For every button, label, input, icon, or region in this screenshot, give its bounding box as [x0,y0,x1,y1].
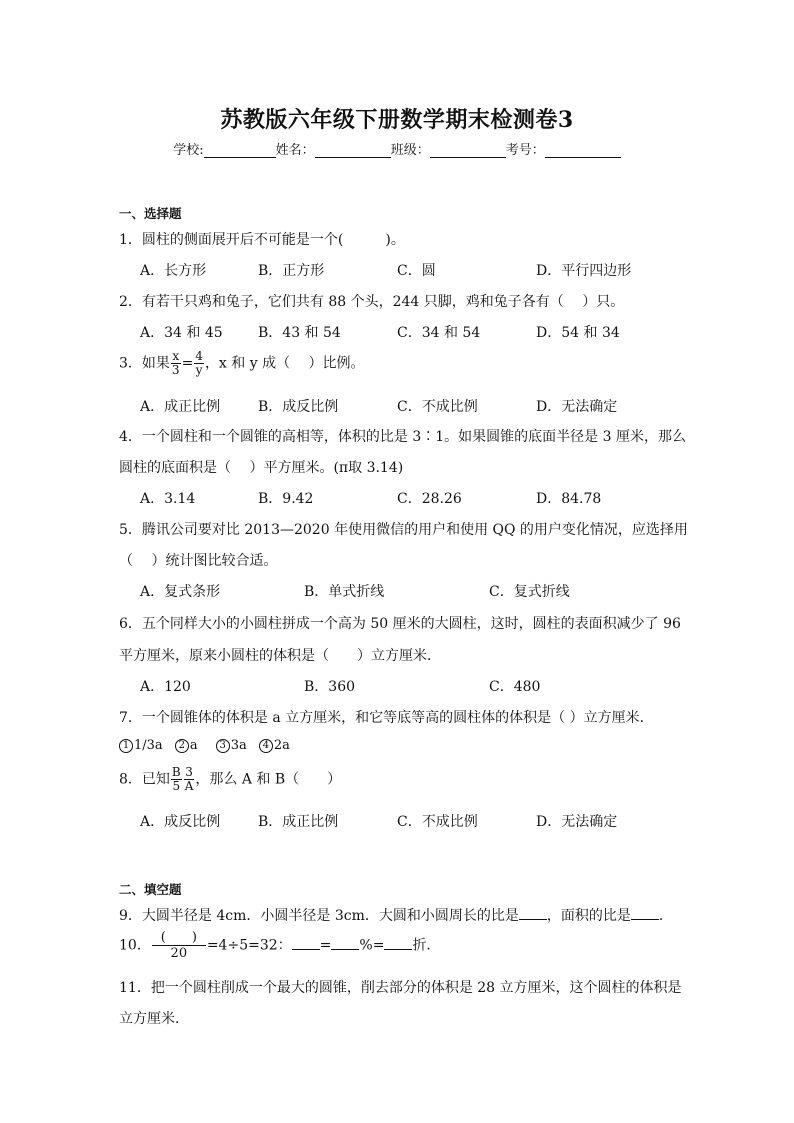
q8-f2-denominator: A [184,779,194,793]
q7-option-1-value: 1/3a [134,738,163,753]
circled-number-icon: 4 [259,739,273,753]
name-blank[interactable] [315,143,391,158]
q3-suffix: ，x 和 y 成（ ）比例。 [204,355,365,372]
question-3 [119,350,365,377]
q10-denominator: 20 [170,946,188,961]
q6-option-c[interactable]: C．480 [489,679,541,695]
school-label: 学校: [173,143,204,158]
q10-mid: =4÷5=32： [206,937,292,954]
q6-option-b[interactable]: B．360 [304,679,356,695]
question-7: 7．一个圆锥体的体积是 a 立方厘米，和它等底等高的圆柱体的体积是（ ）立方厘米． [119,710,654,726]
page-title: 苏教版六年级下册数学期末检测卷3 [220,107,574,133]
circled-number-icon: 3 [216,739,230,753]
q8-option-c[interactable]: C．不成比例 [397,814,478,830]
question-6-line-2: 平方厘米，原来小圆柱的体积是（ ）立方厘米． [119,648,441,664]
q10-discount-blank[interactable] [384,937,412,950]
q9-end: ． [658,908,673,924]
question-1: 1．圆柱的侧面展开后不可能是一个( )。 [119,232,405,248]
q3-option-d[interactable]: D．无法确定 [536,399,618,415]
q10-ratio-blank[interactable] [292,937,320,950]
question-2: 2．有若干只鸡和兔子，它们共有 88 个头，244 只脚，鸡和兔子各有（ ）只。 [119,294,625,310]
q8-prefix: 8．已知 [119,771,170,788]
q4-option-a[interactable]: A．3.14 [140,491,196,507]
question-10 [119,930,440,961]
name-label: 姓名： [275,143,315,158]
question-4-line-1: 4．一个圆柱和一个圆锥的高相等，体积的比是 3∶1。如果圆锥的底面半径是 3 厘米，那么 [119,429,686,445]
q3-f2-numerator: 4 [195,349,203,363]
circled-number-icon: 1 [119,739,133,753]
q2-option-d[interactable]: D．54 和 34 [536,325,620,341]
q10-percent-blank[interactable] [331,937,359,950]
question-11-line-2: 立方厘米． [119,1011,189,1027]
class-label: 班级： [390,143,430,158]
q6-option-a[interactable]: A．120 [140,679,191,695]
q7-option-3-value: 3a [230,738,247,753]
q8-fraction-3-over-a [184,766,195,793]
exam-number-label: 考号： [505,143,545,158]
exam-number-blank[interactable] [545,143,621,158]
q7-option-2-value: a [189,738,198,753]
q1-option-a[interactable]: A．长方形 [140,263,207,279]
q3-f1-denominator: 3 [171,363,180,377]
q8-f2-numerator: 3 [185,765,193,779]
q8-option-d[interactable]: D．无法确定 [536,814,618,830]
student-info-line [0,139,794,158]
question-7-options [119,738,290,753]
q8-option-b[interactable]: B．成正比例 [258,814,339,830]
section-heading-fill-in: 二、填空题 [119,882,182,897]
question-11-line-1: 11．把一个圆柱削成一个最大的圆锥，削去部分的体积是 28 立方厘米，这个圆柱的体积是 [119,980,682,996]
q3-fraction-x-over-3 [171,350,181,377]
q10-percent-sign: %= [359,937,385,954]
q3-option-c[interactable]: C．不成比例 [397,399,478,415]
q3-fraction-4-over-y [194,350,204,377]
q2-option-b[interactable]: B．43 和 54 [258,325,341,341]
q4-option-b[interactable]: B．9.42 [258,491,314,507]
q3-option-a[interactable]: A．成正比例 [140,399,221,415]
q7-option-1[interactable] [119,738,163,753]
q9-text: 9．大圆半径是 4cm．小圆半径是 3cm．大圆和小圆周长的比是 [119,908,519,924]
class-blank[interactable] [430,143,506,158]
q9-mid: ，面积的比是 [546,908,631,924]
question-9 [119,905,673,925]
q4-option-d[interactable]: D．84.78 [536,491,602,507]
q7-option-2[interactable] [175,738,198,753]
section-heading-choice: 一、选择题 [119,206,182,221]
question-4-line-2: 圆柱的底面积是（ ）平方厘米。(π取 3.14) [119,460,404,476]
q1-option-d[interactable]: D．平行四边形 [536,263,632,279]
q8-f1-denominator: 5 [172,779,181,793]
q2-option-a[interactable]: A．34 和 45 [140,325,223,341]
q5-option-b[interactable]: B．单式折线 [304,584,385,600]
q3-f2-denominator: y [195,363,203,377]
q2-option-c[interactable]: C．34 和 54 [397,325,481,341]
question-6-line-1: 6．五个同样大小的小圆柱拼成一个高为 50 厘米的大圆柱，这时，圆柱的表面积减少了 96 [119,616,681,632]
q8-option-a[interactable]: A．成反比例 [140,814,221,830]
q9-area-ratio-blank[interactable] [631,907,659,920]
q7-option-4[interactable] [259,738,290,753]
q8-suffix: ，那么 A 和 B（ ） [195,771,342,788]
q10-end: 折． [412,937,441,954]
q10-fraction [152,930,206,961]
q9-perimeter-ratio-blank[interactable] [519,907,547,920]
q10-equals: = [319,937,332,954]
q3-prefix: 3．如果 [119,355,170,372]
question-8 [119,766,341,793]
q5-option-c[interactable]: C．复式折线 [489,584,570,600]
q1-option-c[interactable]: C．圆 [397,263,436,279]
q3-f1-numerator: x [172,349,180,363]
q4-option-c[interactable]: C．28.26 [397,491,462,507]
q10-numerator-blank[interactable]: ( ) [152,930,206,946]
school-blank[interactable] [204,143,276,158]
q7-option-3[interactable] [216,738,247,753]
q8-fraction-b-over-5 [171,766,182,793]
q3-equals: = [181,355,194,372]
q1-option-b[interactable]: B．正方形 [258,263,325,279]
q3-option-b[interactable]: B．成反比例 [258,399,339,415]
question-5-line-2: （ ）统计图比较合适。 [119,553,278,569]
q10-prefix: 10． [119,937,151,954]
q5-option-a[interactable]: A．复式条形 [140,584,221,600]
circled-number-icon: 2 [175,739,189,753]
q7-option-4-value: 2a [273,738,290,753]
q8-f1-numerator: B [171,765,181,779]
question-5-line-1: 5．腾讯公司要对比 2013—2020 年使用微信的用户和使用 QQ 的用户变化情况，应选择用 [119,522,688,538]
